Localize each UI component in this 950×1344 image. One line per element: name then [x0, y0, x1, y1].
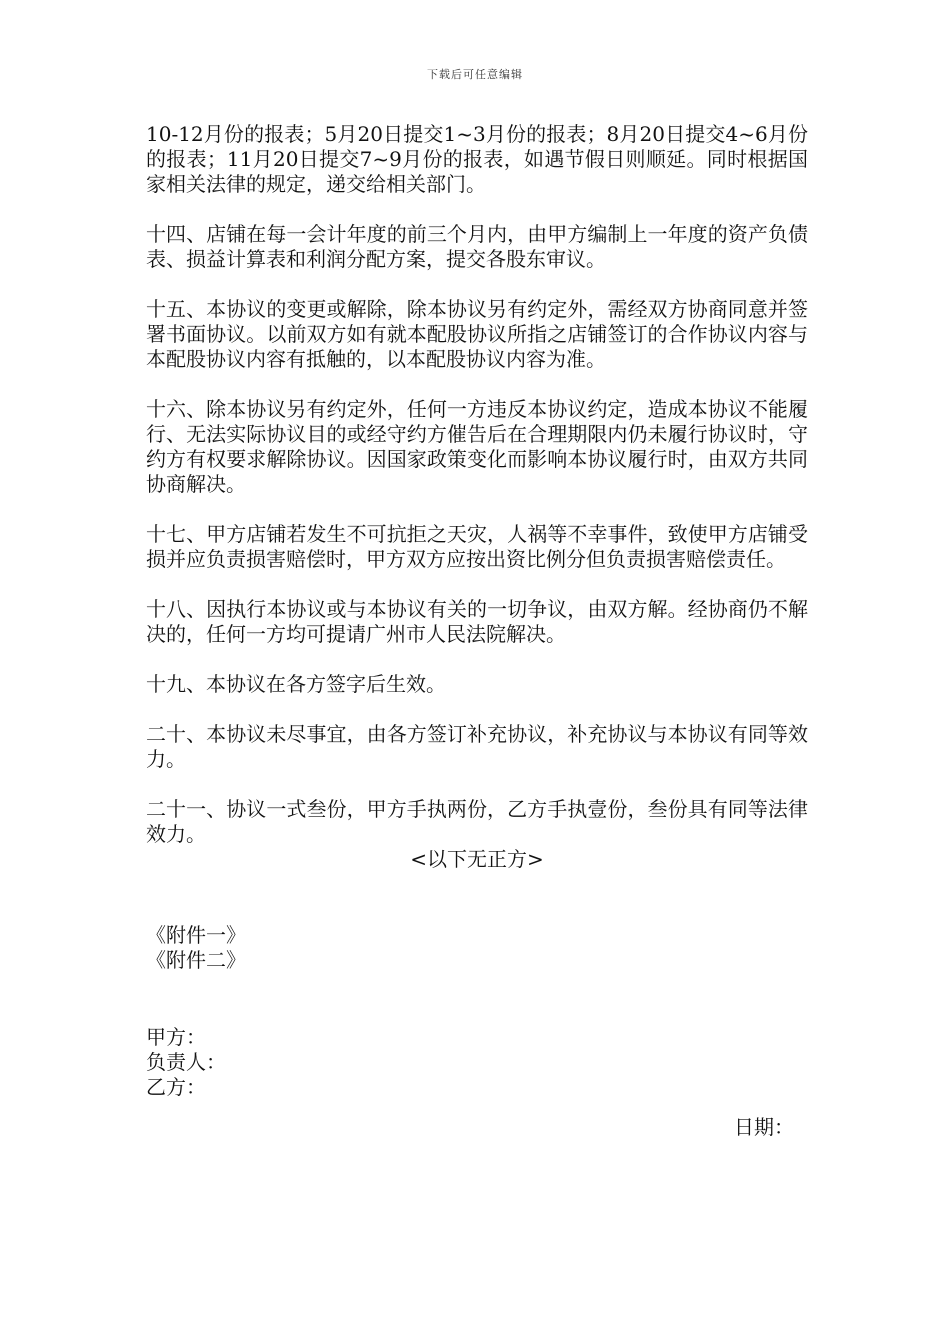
paragraph-article-15: 十五、本协议的变更或解除，除本协议另有约定外，需经双方协商同意并签署书面协议。以前双方如有就本配股协议所指之店铺签订的合作协议内容与本配股协议内容有抵触的，以本配股协议内容为准。 — [146, 297, 808, 371]
date-label: 日期： — [734, 1115, 794, 1139]
party-a-label: 甲方： — [146, 1025, 206, 1049]
paragraph-article-16: 十六、除本协议另有约定外，任何一方违反本协议约定，造成本协议不能履行、无法实际协议目的或经守约方催告后在合理期限内仍未履行协议时，守约方有权要求解除协议。因国家政策变化而影响本协议履行时，由双方共同协商解决。 — [146, 397, 808, 496]
party-b-label: 乙方： — [146, 1075, 206, 1099]
page-header: 下载后可任意编辑 — [427, 68, 523, 81]
attachment-one: 《附件一》 — [146, 923, 246, 947]
document-body — [146, 122, 808, 1140]
end-marker: <以下无正方> — [410, 847, 544, 871]
paragraph-article-20: 二十、本协议未尽事宜，由各方签订补充协议，补充协议与本协议有同等效力。 — [146, 722, 808, 771]
attachments-list — [146, 923, 808, 973]
paragraph-article-17: 十七、甲方店铺若发生不可抗拒之天灾，人祸等不幸事件，致使甲方店铺受损并应负责损害赔偿时，甲方双方应按出资比例分但负责损害赔偿责任。 — [146, 522, 808, 571]
paragraph-reports-schedule: 10-12月份的报表；5月20日提交1~3月份的报表；8月20日提交4~6月份的报表；11月20日提交7~9月份的报表，如遇节假日则顺延。同时根据国家相关法律的规定，递交给相关部门。 — [146, 122, 808, 196]
responsible-person-label: 负责人： — [146, 1050, 226, 1074]
signature-block — [146, 1025, 808, 1100]
attachment-two: 《附件二》 — [146, 948, 246, 972]
paragraph-article-14: 十四、店铺在每一会计年度的前三个月内，由甲方编制上一年度的资产负债表、损益计算表和利润分配方案，提交各股东审议。 — [146, 222, 808, 271]
paragraph-article-18: 十八、因执行本协议或与本协议有关的一切争议，由双方解。经协商仍不解决的，任何一方均可提请广州市人民法院解决。 — [146, 597, 808, 646]
paragraph-article-19: 十九、本协议在各方签字后生效。 — [146, 672, 446, 696]
paragraph-article-21: 二十一、协议一式叁份，甲方手执两份，乙方手执壹份，叁份具有同等法律效力。 — [146, 797, 808, 846]
